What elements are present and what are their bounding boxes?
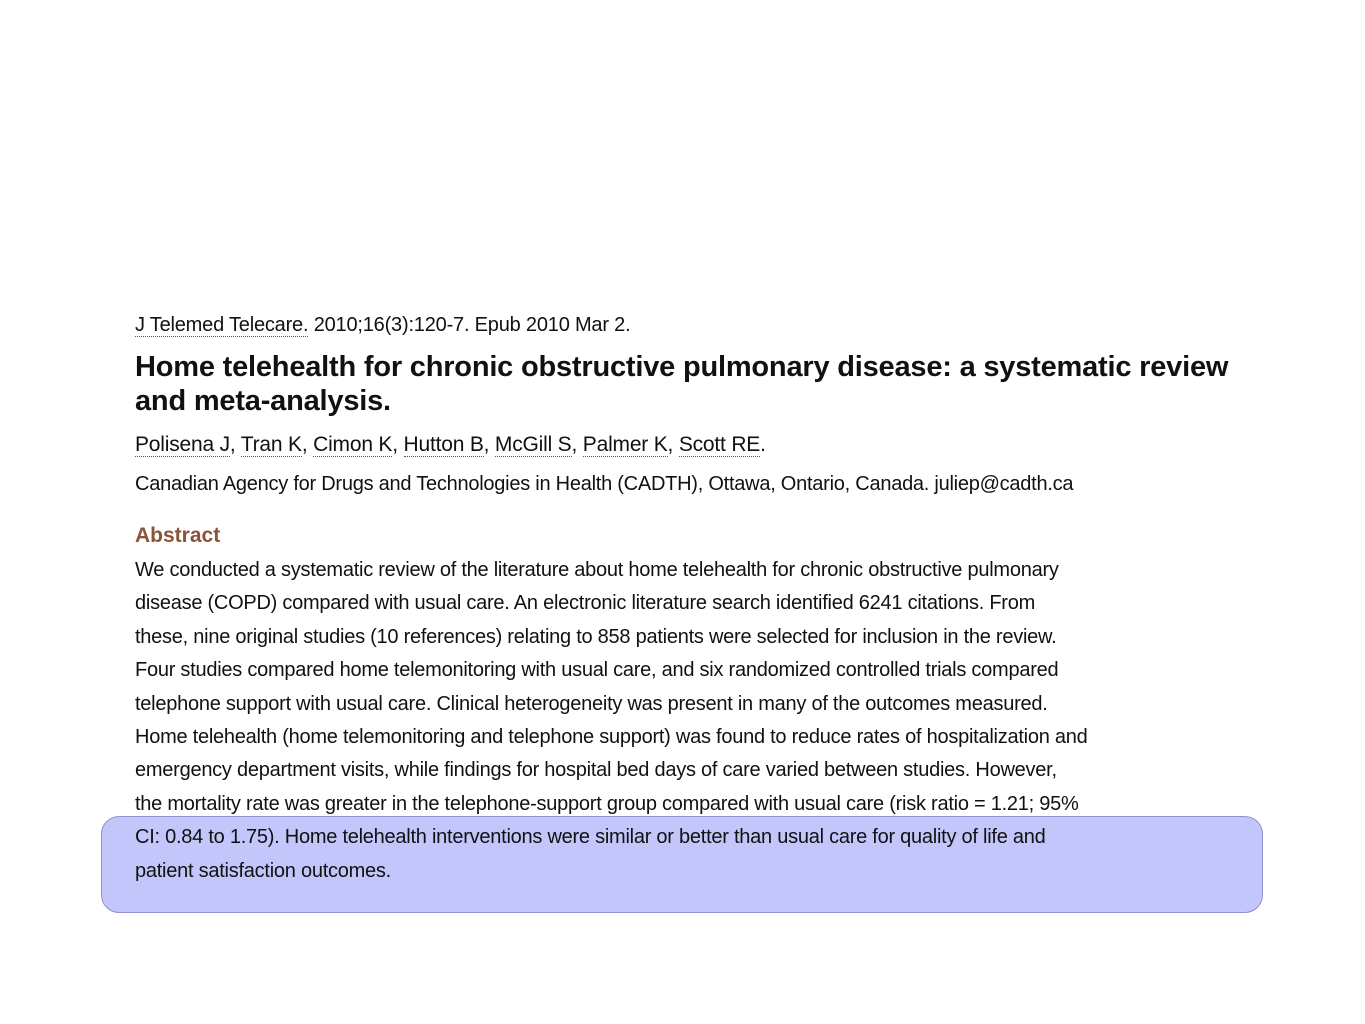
author-separator: , [571, 433, 583, 456]
author-list [135, 431, 766, 459]
author-separator: , [229, 433, 241, 456]
abstract-line: the mortality rate was greater in the telephone-support group compared with usual care (risk ratio = 1.21; 95% [135, 792, 1079, 815]
abstract-line: emergency department visits, while findings for hospital bed days of care varied between studies. However, [135, 759, 1057, 782]
abstract-line: Home telehealth (home telemonitoring and telephone support) was found to reduce rates of hospitalization and [135, 726, 1088, 749]
author-link[interactable]: Hutton B [403, 433, 484, 456]
article-title: Home telehealth for chronic obstructive pulmonary disease: a systematic review and meta-analysis. [135, 351, 1229, 417]
abstract-line: telephone support with usual care. Clinical heterogeneity was present in many of the outcomes measured. [135, 692, 1048, 715]
abstract-line-highlighted: patient satisfaction outcomes. [135, 859, 391, 882]
abstract-line: Four studies compared home telemonitoring with usual care, and six randomized controlled trials compared [135, 659, 1059, 682]
abstract-heading: Abstract [135, 524, 221, 547]
author-separator: , [483, 433, 495, 456]
author-link[interactable]: Scott RE [678, 433, 761, 456]
abstract-line-highlighted: CI: 0.84 to 1.75). Home telehealth interventions were similar or better than usual care for quality of life and [135, 826, 1046, 849]
author-separator: , [667, 433, 679, 456]
journal-link[interactable]: J Telemed Telecare. [135, 314, 309, 336]
author-terminator: . [760, 433, 766, 456]
abstract-line: We conducted a systematic review of the literature about home telehealth for chronic obstructive pulmonary [135, 559, 1059, 581]
author-link[interactable]: Polisena J [135, 433, 230, 456]
abstract-line: disease (COPD) compared with usual care. An electronic literature search identified 6241 citations. From [135, 592, 1035, 615]
abstract-body [135, 554, 1245, 888]
author-link[interactable]: Cimon K [313, 433, 393, 456]
author-link[interactable]: Palmer K [582, 433, 668, 456]
author-separator: , [301, 433, 314, 456]
author-affiliation: Canadian Agency for Drugs and Technologies in Health (CADTH), Ottawa, Ontario, Canada. juliep@cadth.ca [135, 473, 1074, 495]
abstract-line: these, nine original studies (10 references) relating to 858 patients were selected for inclusion in the review. [135, 625, 1057, 648]
author-link[interactable]: Tran K [240, 433, 302, 456]
citation-line [135, 312, 630, 338]
author-link[interactable]: McGill S [494, 433, 572, 456]
author-separator: , [392, 433, 404, 456]
citation-details: 2010;16(3):120-7. Epub 2010 Mar 2. [308, 314, 631, 336]
